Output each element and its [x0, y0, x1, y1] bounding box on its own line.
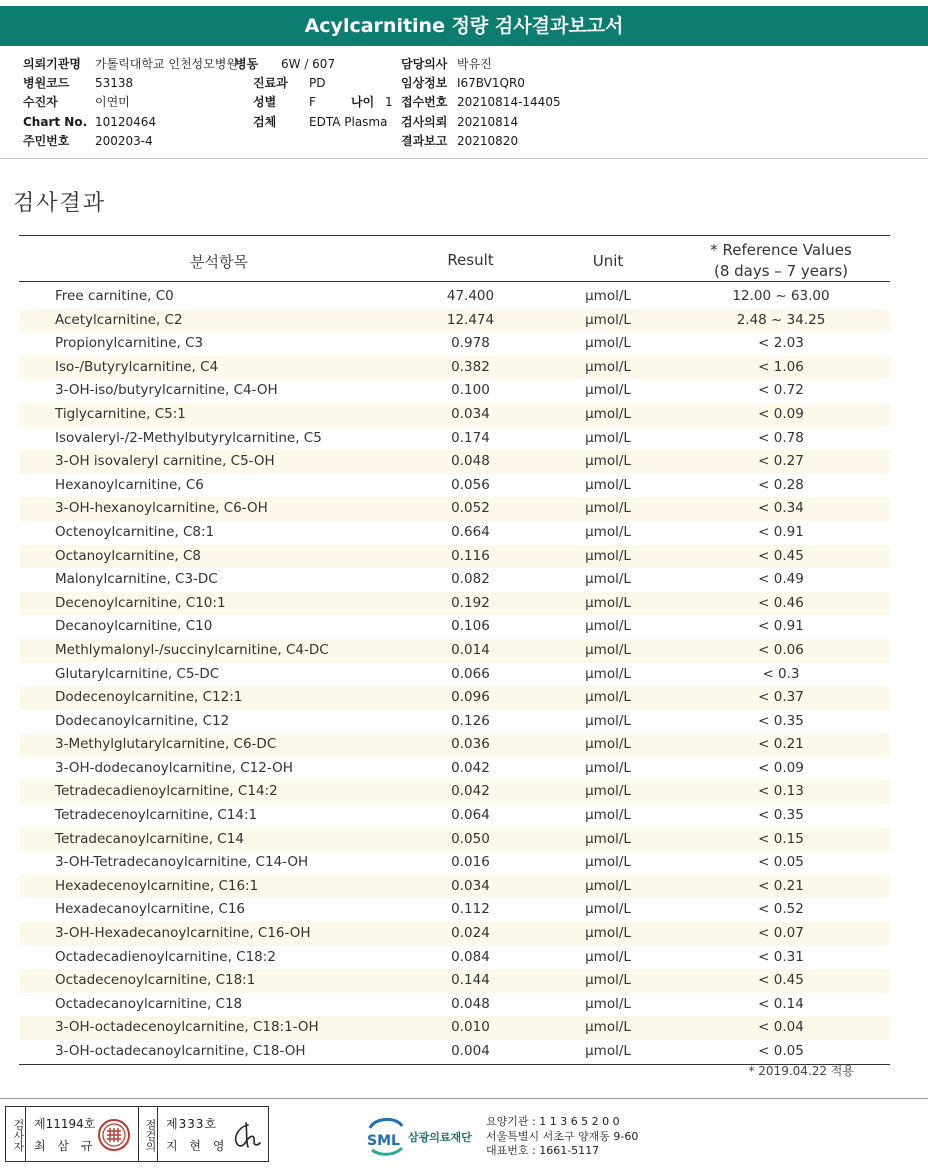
reference-value: < 0.21 — [758, 736, 804, 753]
result-value: 0.100 — [451, 382, 490, 399]
table-row — [19, 780, 890, 804]
result-value: 0.664 — [451, 523, 490, 540]
lab-code: 요양기관 : 1 1 3 6 5 2 0 0 — [486, 1115, 620, 1128]
header-reference-line2: (8 days – 7 years) — [713, 262, 849, 280]
reference-value: < 0.72 — [758, 382, 804, 399]
signature-box — [5, 1106, 269, 1162]
table-row — [19, 545, 890, 569]
result-value: 0.096 — [451, 689, 490, 706]
reference-value: < 1.06 — [758, 358, 804, 375]
table-row — [19, 663, 890, 687]
id-label: 주민번호 — [23, 133, 70, 148]
result-value: 0.050 — [451, 830, 490, 847]
analyte-name: Hexadecanoylcarnitine, C16 — [55, 901, 246, 918]
analyte-name: Octadecenoylcarnitine, C18:1 — [55, 972, 256, 989]
specimen-label: 검체 — [253, 114, 277, 129]
dept-value: PD — [309, 76, 326, 91]
info-row-receipt — [401, 93, 561, 112]
analyte-name: Tiglycarnitine, C5:1 — [55, 405, 186, 422]
table-row — [19, 1040, 890, 1064]
analyte-name: Iso-/Butyrylcarnitine, C4 — [55, 358, 219, 375]
table-row — [19, 521, 890, 545]
clinical-value: I67BV1QR0 — [457, 76, 525, 91]
analyte-name: Decenoylcarnitine, C10:1 — [55, 594, 226, 611]
result-value: 0.042 — [451, 759, 490, 776]
analyte-name: 3-OH-iso/butyrylcarnitine, C4-OH — [55, 382, 278, 399]
results-table — [19, 235, 890, 1065]
table-row — [19, 427, 890, 451]
table-row — [19, 309, 890, 333]
institution-value: 가톨릭대학교 인천성모병원 — [95, 57, 238, 71]
result-value: 0.066 — [451, 665, 490, 682]
unit-value: μmol/L — [585, 335, 631, 352]
reference-value: < 0.21 — [758, 877, 804, 894]
analyte-name: Tetradecanoylcarnitine, C14 — [55, 830, 244, 847]
reference-footnote: * 2019.04.22 적용 — [748, 1064, 854, 1078]
table-row — [19, 474, 890, 498]
tester-name: 최 삼 규 — [34, 1139, 97, 1153]
result-value: 0.382 — [451, 358, 490, 375]
table-row — [19, 592, 890, 616]
result-value: 0.034 — [451, 405, 490, 422]
analyte-name: 3-Methylglutarylcarnitine, C6-DC — [55, 736, 277, 753]
reference-value: < 0.05 — [758, 854, 804, 871]
table-row — [19, 993, 890, 1017]
reference-value: < 0.37 — [758, 689, 804, 706]
analyte-name: Methlymalonyl-/succinylcarnitine, C4-DC — [55, 641, 329, 658]
table-header — [19, 235, 890, 282]
result-value: 0.082 — [451, 571, 490, 588]
analyte-name: Tetradecadienoylcarnitine, C14:2 — [55, 783, 278, 800]
ward-value: 6W / 607 — [281, 57, 336, 71]
analyte-name: Glutarylcarnitine, C5-DC — [55, 665, 220, 682]
unit-value: μmol/L — [585, 759, 631, 776]
header-divider — [0, 158, 928, 159]
clinical-label: 임상정보 — [401, 76, 448, 91]
age-label: 나이 — [351, 95, 375, 110]
sex-value: F — [309, 95, 316, 110]
analyte-name: Isovaleryl-/2-Methylbutyrylcarnitine, C5 — [55, 429, 322, 446]
table-row — [19, 969, 890, 993]
analyte-name: Dodecenoylcarnitine, C12:1 — [55, 689, 243, 706]
ward-label: 병동 — [235, 57, 259, 71]
unit-value: μmol/L — [585, 830, 631, 847]
table-row — [19, 946, 890, 970]
reference-value: < 0.3 — [762, 665, 800, 682]
header-result: Result — [447, 251, 494, 269]
unit-value: μmol/L — [585, 665, 631, 682]
unit-value: μmol/L — [585, 925, 631, 942]
institution-label: 의뢰기관명 — [23, 57, 81, 71]
reference-value: < 0.34 — [758, 500, 804, 517]
analyte-name: Decanoylcarnitine, C10 — [55, 618, 213, 635]
reference-value: < 0.78 — [758, 429, 804, 446]
info-row-doctor — [401, 55, 561, 74]
result-value: 0.064 — [451, 807, 490, 824]
info-row-clinical — [401, 74, 561, 93]
reference-value: < 0.35 — [758, 712, 804, 729]
table-row — [19, 875, 890, 899]
result-value: 0.014 — [451, 641, 490, 658]
result-value: 0.016 — [451, 854, 490, 871]
reference-value: < 0.31 — [758, 948, 804, 965]
sex-label: 성별 — [253, 95, 277, 110]
patient-info-right — [401, 55, 561, 151]
unit-value: μmol/L — [585, 382, 631, 399]
lab-info — [486, 1115, 638, 1159]
result-value: 0.116 — [451, 547, 490, 564]
table-row — [19, 710, 890, 734]
info-row-request — [401, 113, 561, 132]
unit-value: μmol/L — [585, 358, 631, 375]
result-value: 0.126 — [451, 712, 490, 729]
result-value: 0.056 — [451, 476, 490, 493]
table-row — [19, 804, 890, 828]
unit-value: μmol/L — [585, 405, 631, 422]
result-value: 0.048 — [451, 995, 490, 1012]
specimen-value: EDTA Plasma — [309, 114, 388, 129]
analyte-name: Hexadecenoylcarnitine, C16:1 — [55, 877, 259, 894]
signature-icon — [228, 1117, 264, 1153]
doctor-value: 박유진 — [457, 57, 492, 71]
result-value: 0.144 — [451, 972, 490, 989]
unit-value: μmol/L — [585, 429, 631, 446]
table-row — [19, 450, 890, 474]
analyte-name: Octenoylcarnitine, C8:1 — [55, 523, 215, 540]
unit-value: μmol/L — [585, 288, 631, 304]
result-value: 0.034 — [451, 877, 490, 894]
reviewer-license: 제333호 — [166, 1117, 218, 1131]
result-value: 0.004 — [451, 1043, 490, 1059]
unit-value: μmol/L — [585, 948, 631, 965]
reference-value: < 0.15 — [758, 830, 804, 847]
table-row — [19, 686, 890, 710]
reference-value: < 0.28 — [758, 476, 804, 493]
reference-value: < 0.91 — [758, 523, 804, 540]
analyte-name: Acetylcarnitine, C2 — [55, 311, 183, 328]
hospital-code-label: 병원코드 — [23, 76, 70, 91]
result-value: 0.042 — [451, 783, 490, 800]
unit-value: μmol/L — [585, 500, 631, 517]
result-value: 0.978 — [451, 335, 490, 352]
table-row — [19, 639, 890, 663]
reference-value: < 0.46 — [758, 594, 804, 611]
analyte-name: Octadecadienoylcarnitine, C18:2 — [55, 948, 276, 965]
unit-value: μmol/L — [585, 618, 631, 635]
table-row — [19, 332, 890, 356]
result-value: 0.106 — [451, 618, 490, 635]
reference-value: < 0.45 — [758, 547, 804, 564]
analyte-name: 3-OH-dodecanoylcarnitine, C12-OH — [55, 759, 293, 776]
header-analyte: 분석항목 — [190, 253, 248, 271]
reference-value: < 0.49 — [758, 571, 804, 588]
id-value: 200203-4 — [95, 133, 153, 148]
report-date-value: 20210820 — [457, 133, 519, 148]
table-row — [19, 615, 890, 639]
report-date-label: 결과보고 — [401, 133, 448, 148]
reference-value: < 0.35 — [758, 807, 804, 824]
analyte-name: 3-OH-octadecanoylcarnitine, C18-OH — [55, 1043, 306, 1059]
analyte-name: 3-OH isovaleryl carnitine, C5-OH — [55, 453, 275, 470]
lab-address: 서울특별시 서초구 양재동 9-60 — [486, 1129, 639, 1143]
header-unit: Unit — [592, 252, 624, 270]
reference-value: < 0.52 — [758, 901, 804, 918]
analyte-name: Octanoylcarnitine, C8 — [55, 547, 201, 564]
unit-value: μmol/L — [585, 1019, 631, 1036]
sml-logo-icon — [366, 1114, 406, 1158]
reference-value: < 0.07 — [758, 925, 804, 942]
table-row — [19, 379, 890, 403]
table-row — [19, 568, 890, 592]
unit-value: μmol/L — [585, 877, 631, 894]
examinee-label: 수진자 — [23, 95, 58, 110]
reference-value: < 0.91 — [758, 618, 804, 635]
table-row — [19, 403, 890, 427]
unit-value: μmol/L — [585, 901, 631, 918]
unit-value: μmol/L — [585, 571, 631, 588]
lab-phone: 대표번호 : 1661-5117 — [486, 1144, 600, 1157]
analyte-name: Octadecanoylcarnitine, C18 — [55, 995, 243, 1012]
reference-value: 12.00 ~ 63.00 — [732, 288, 830, 304]
doctor-label: 담당의사 — [401, 57, 448, 71]
result-value: 0.084 — [451, 948, 490, 965]
table-body — [19, 282, 890, 1065]
analyte-name: Tetradecenoylcarnitine, C14:1 — [55, 807, 258, 824]
dept-label: 진료과 — [253, 76, 288, 91]
info-row-report — [401, 132, 561, 151]
unit-value: μmol/L — [585, 712, 631, 729]
unit-value: μmol/L — [585, 807, 631, 824]
unit-value: μmol/L — [585, 972, 631, 989]
unit-value: μmol/L — [585, 641, 631, 658]
unit-value: μmol/L — [585, 523, 631, 540]
unit-value: μmol/L — [585, 1043, 631, 1059]
receipt-label: 접수번호 — [401, 95, 448, 110]
unit-value: μmol/L — [585, 736, 631, 753]
result-value: 0.036 — [451, 736, 490, 753]
table-row — [19, 497, 890, 521]
unit-value: μmol/L — [585, 689, 631, 706]
header-reference-line1: * Reference Values — [710, 241, 852, 259]
reference-value: < 2.03 — [758, 335, 804, 352]
result-value: 0.192 — [451, 594, 490, 611]
analyte-name: Dodecanoylcarnitine, C12 — [55, 712, 230, 729]
table-row — [19, 733, 890, 757]
analyte-name: 3-OH-Tetradecanoylcarnitine, C14-OH — [55, 854, 309, 871]
reference-value: < 0.14 — [758, 995, 804, 1012]
age-value: 1 — [385, 95, 393, 110]
request-label: 검사의뢰 — [401, 114, 448, 129]
unit-value: μmol/L — [585, 594, 631, 611]
analyte-name: 3-OH-hexanoylcarnitine, C6-OH — [55, 500, 268, 517]
table-row — [19, 851, 890, 875]
result-value: 47.400 — [446, 288, 495, 304]
examinee-value: 이연미 — [95, 95, 130, 110]
reference-value: < 0.05 — [758, 1043, 804, 1059]
section-title: 검사결과 — [13, 191, 107, 216]
tester-label: 검사자 — [6, 1107, 26, 1161]
result-value: 0.048 — [451, 453, 490, 470]
reference-value: < 0.06 — [758, 641, 804, 658]
seal-stamp-icon — [98, 1119, 130, 1151]
reference-value: < 0.09 — [758, 405, 804, 422]
logo-text: SML — [367, 1133, 400, 1149]
unit-value: μmol/L — [585, 783, 631, 800]
header-reference — [672, 240, 890, 282]
lab-name: 삼광의료재단 — [408, 1131, 472, 1144]
analyte-name: 3-OH-Hexadecanoylcarnitine, C16-OH — [55, 925, 311, 942]
analyte-name: Malonylcarnitine, C3-DC — [55, 571, 218, 588]
reference-value: < 0.45 — [758, 972, 804, 989]
chart-label: Chart No. — [23, 114, 88, 129]
unit-value: μmol/L — [585, 476, 631, 493]
report-title: Acylcarnitine 정량 검사결과보고서 — [0, 6, 928, 46]
reference-value: < 0.04 — [758, 1019, 804, 1036]
result-value: 0.052 — [451, 500, 490, 517]
table-row — [19, 285, 890, 309]
reference-value: 2.48 ~ 34.25 — [736, 311, 826, 328]
result-value: 12.474 — [446, 311, 495, 328]
unit-value: μmol/L — [585, 453, 631, 470]
table-row — [19, 1016, 890, 1040]
result-value: 0.174 — [451, 429, 490, 446]
table-row — [19, 828, 890, 852]
reviewer-name: 지 현 영 — [166, 1139, 229, 1153]
unit-value: μmol/L — [585, 311, 631, 328]
request-value: 20210814 — [457, 114, 519, 129]
receipt-value: 20210814-14405 — [457, 95, 561, 110]
footer-divider — [0, 1098, 928, 1099]
table-row — [19, 922, 890, 946]
reference-value: < 0.13 — [758, 783, 804, 800]
reviewer-label: 점검의 — [138, 1107, 158, 1161]
result-value: 0.024 — [451, 925, 490, 942]
tester-license: 제11194호 — [34, 1117, 96, 1131]
reference-value: < 0.27 — [758, 453, 804, 470]
unit-value: μmol/L — [585, 547, 631, 564]
analyte-name: Free carnitine, C0 — [55, 288, 174, 304]
result-value: 0.010 — [451, 1019, 490, 1036]
table-row — [19, 356, 890, 380]
reference-value: < 0.09 — [758, 759, 804, 776]
table-row — [19, 757, 890, 781]
analyte-name: Hexanoylcarnitine, C6 — [55, 476, 204, 493]
analyte-name: 3-OH-octadecenoylcarnitine, C18:1-OH — [55, 1019, 319, 1036]
chart-value: 10120464 — [95, 114, 157, 129]
unit-value: μmol/L — [585, 854, 631, 871]
table-row — [19, 898, 890, 922]
unit-value: μmol/L — [585, 995, 631, 1012]
analyte-name: Propionylcarnitine, C3 — [55, 335, 204, 352]
hospital-code-value: 53138 — [95, 76, 134, 91]
result-value: 0.112 — [451, 901, 490, 918]
